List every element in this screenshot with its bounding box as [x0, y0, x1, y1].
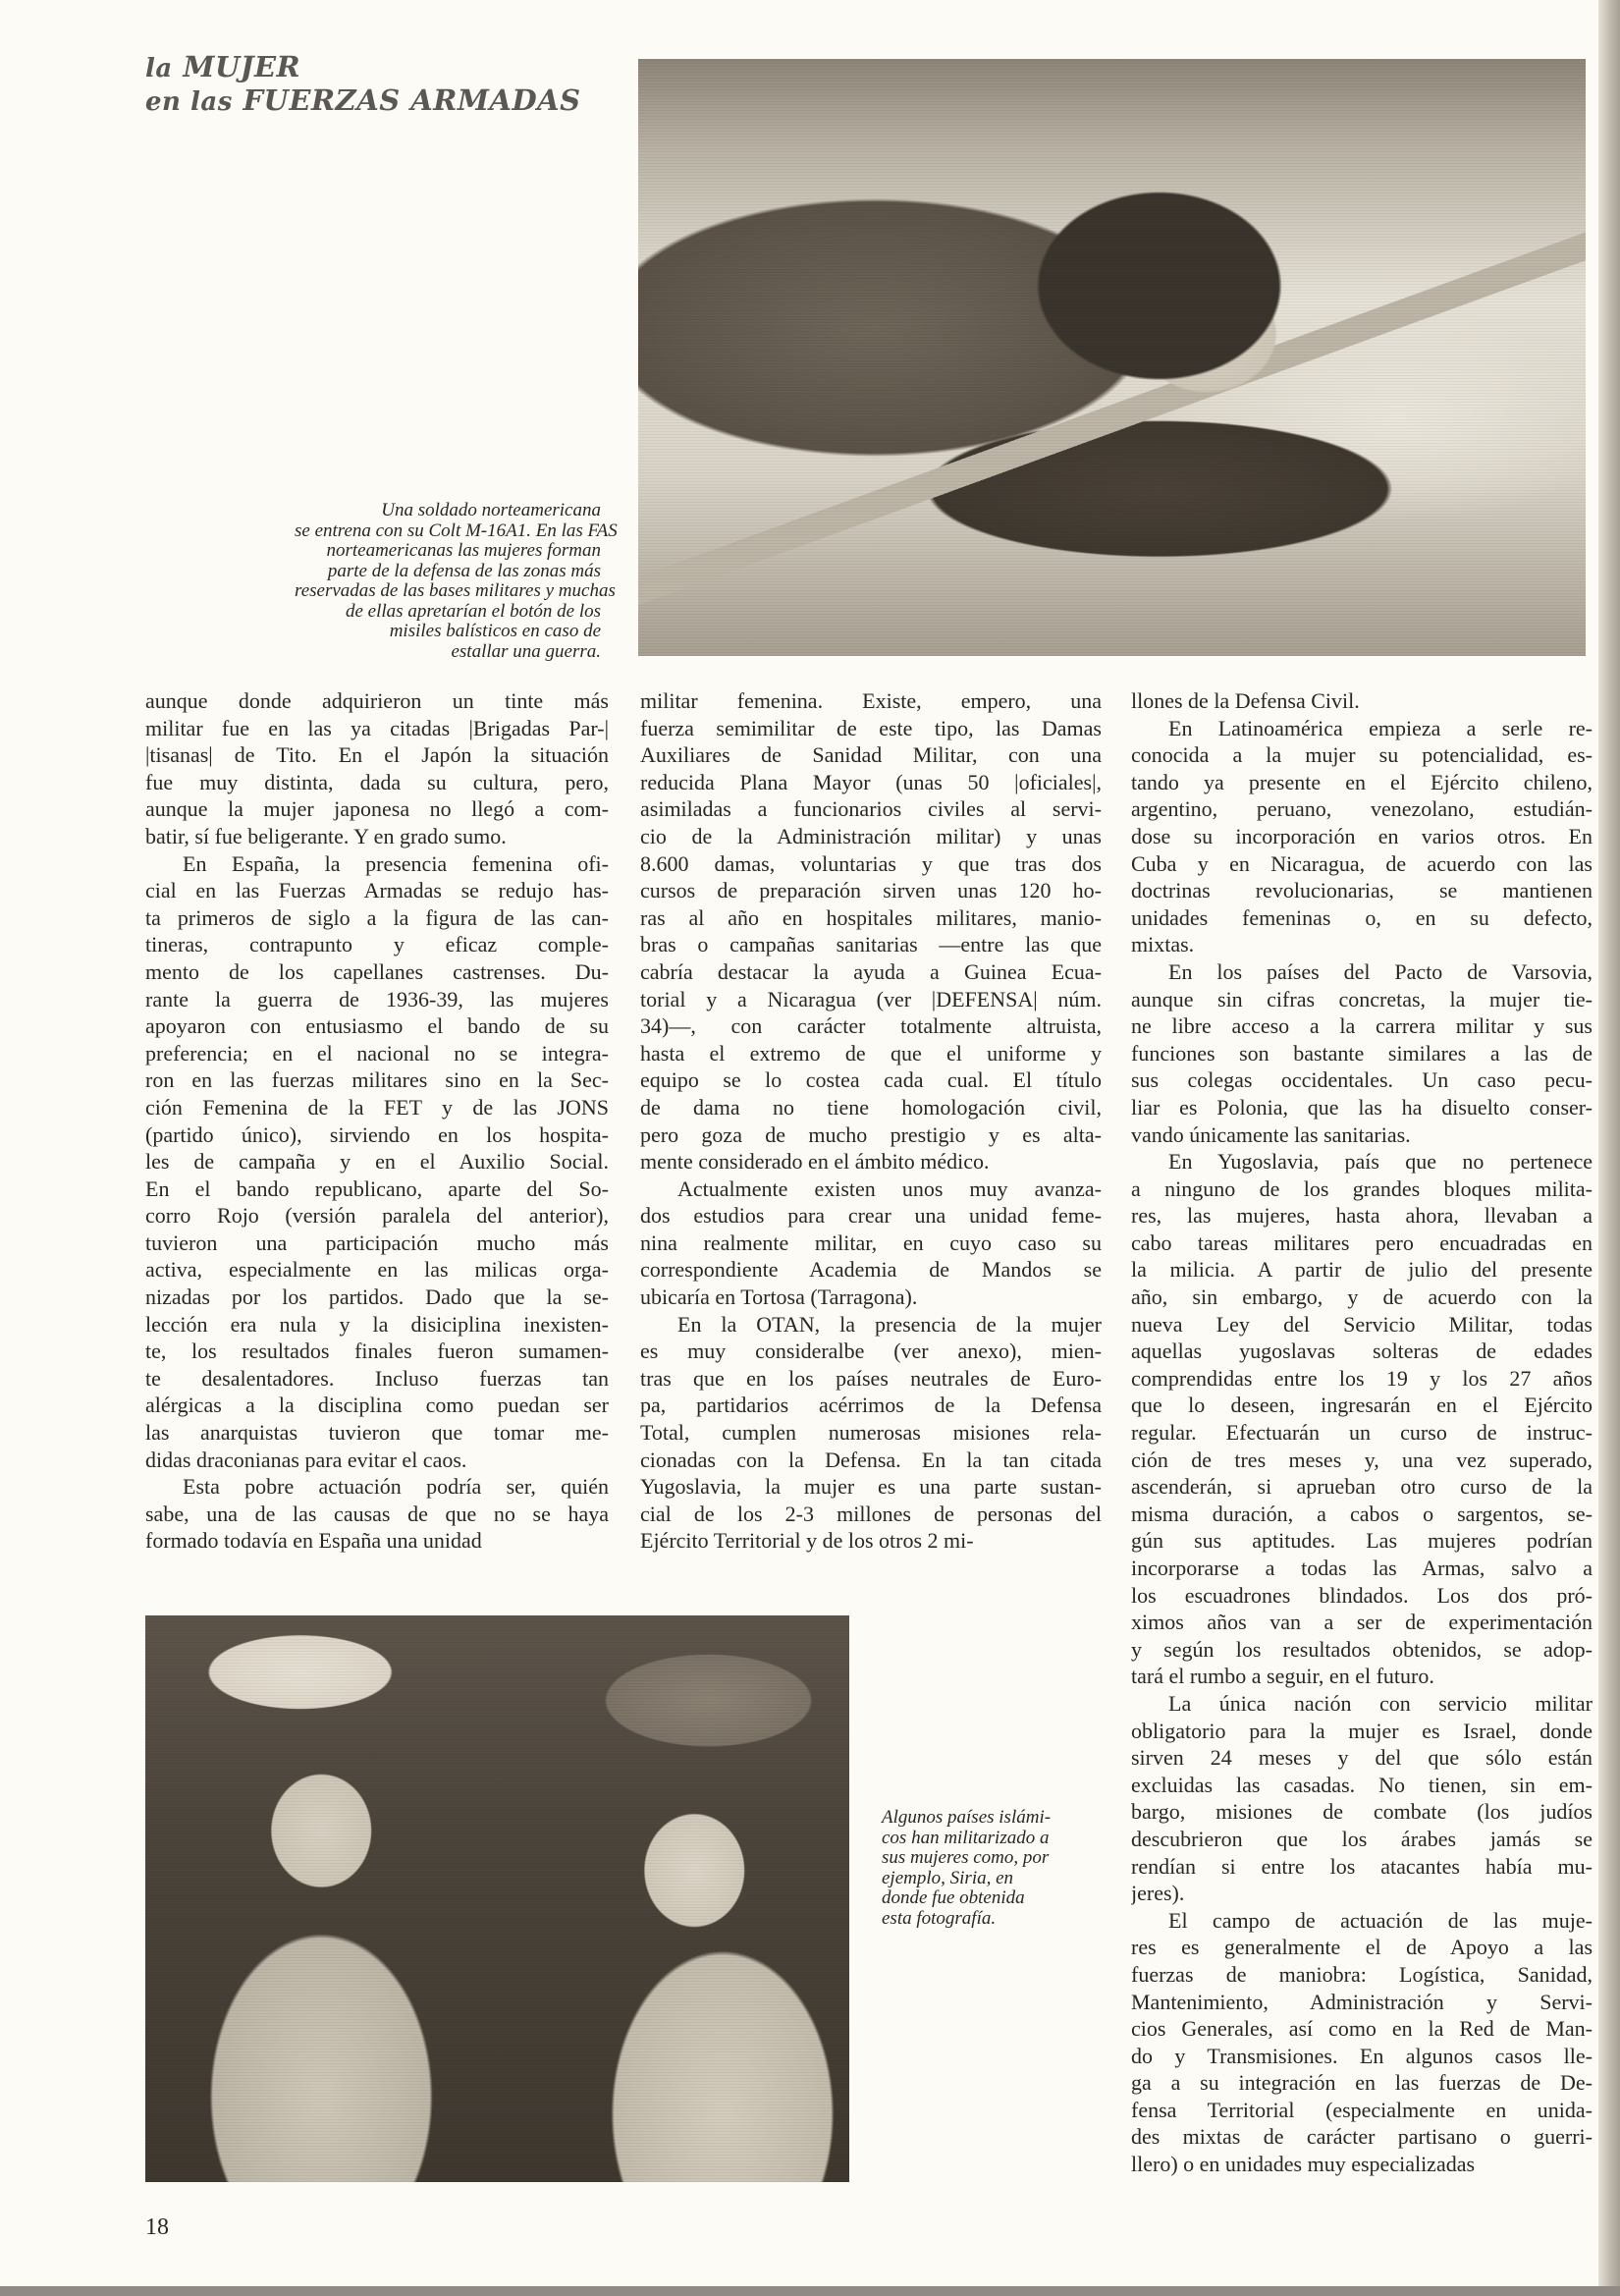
- text-line: batir, sí fue beligerante. Y en grado sumo.: [145, 823, 507, 848]
- text-line: las anarquistas tuvieron que tomar me-: [145, 1420, 609, 1446]
- text-line: En los países del Pacto de Varsovia,: [1168, 958, 1593, 984]
- text-line: didas draconianas para evitar el caos.: [145, 1447, 467, 1472]
- text-line: mente considerado en el ámbito médico.: [640, 1149, 990, 1175]
- text-line: activa, especialmente en las milicas orga-: [145, 1257, 609, 1283]
- text-line: dose su incorporación en varios otros. En: [1131, 823, 1593, 848]
- text-line: excluidas las casadas. No tienen, sin em-: [1131, 1772, 1593, 1797]
- text-line: La única nación con servicio militar: [1168, 1690, 1593, 1716]
- paragraph: [640, 1175, 1102, 1311]
- text-line: ción Femenina de la FET y de las JONS: [145, 1094, 609, 1120]
- text-line: gún sus aptitudes. Las mujeres podrían: [1131, 1528, 1593, 1554]
- photo-soldier-rifle: [638, 59, 1586, 656]
- text-line: jeres).: [1131, 1881, 1185, 1906]
- text-line: (partido único), sirviendo en los hospita-: [145, 1121, 609, 1147]
- scan-bottom-edge: [0, 2286, 1620, 2296]
- text-line: cial en las Fuerzas Armadas se redujo has-: [145, 878, 609, 903]
- caption-line: esta fotografía.: [882, 1907, 997, 1929]
- text-line: ximos años van a ser de experimentación: [1131, 1610, 1593, 1635]
- headline-small-1: la: [145, 54, 173, 83]
- caption-line: norteamericanas las mujeres forman: [326, 540, 601, 561]
- text-line: cabo tareas militares pero encuadradas en: [1131, 1230, 1593, 1255]
- text-line: tando ya presente en el Ejército chileno,: [1131, 769, 1593, 794]
- paragraph: [1131, 687, 1593, 715]
- text-line: pero goza de mucho prestigio y es alta-: [640, 1121, 1102, 1147]
- text-line: reducida Plana Mayor (unas 50 |oficiales|,: [640, 769, 1102, 794]
- text-line: En España, la presencia femenina ofi-: [183, 850, 609, 876]
- paragraph: [1131, 1690, 1593, 1907]
- text-line: cabría destacar la ayuda a Guinea Ecua-: [640, 958, 1102, 984]
- text-line: aunque donde adquirieron un tinte más: [145, 688, 609, 713]
- text-line: aunque sin cifras concretas, la mujer tie-: [1131, 986, 1593, 1011]
- text-line: cio de la Administración militar) y unas: [640, 823, 1102, 848]
- caption-line: de ellas apretarían el botón de los: [346, 600, 601, 622]
- text-line: Esta pobre actuación podría ser, quién: [183, 1474, 609, 1500]
- text-line: tará el rumbo a seguir, en el futuro.: [1131, 1664, 1434, 1689]
- paragraph: [640, 687, 1102, 1175]
- text-line: comprendidas entre los 19 y los 27 años: [1131, 1365, 1593, 1391]
- text-line: |tisanas| de Tito. En el Japón la situación: [145, 742, 609, 768]
- text-line: conocida a la mujer su potencialidad, es-: [1131, 742, 1593, 768]
- text-line: cionadas con la Defensa. En la tan citada: [640, 1447, 1102, 1472]
- text-line: dos estudios para crear una unidad feme-: [640, 1203, 1102, 1229]
- text-line: correspondiente Academia de Mandos se: [640, 1257, 1102, 1283]
- text-line: ga a su integración en las fuerzas de De-: [1131, 2070, 1593, 2096]
- paragraph: [1131, 715, 1593, 958]
- text-line: militar fue en las ya citadas |Brigadas Par-|: [145, 715, 609, 740]
- caption-line: donde fue obtenida: [882, 1887, 1025, 1908]
- text-line: y según los resultados obtenidos, se adop-: [1131, 1636, 1593, 1662]
- paragraph: [1131, 958, 1593, 1148]
- text-line: incorporarse a todas las Armas, salvo a: [1131, 1556, 1593, 1580]
- text-line: nina realmente militar, en cuyo caso su: [640, 1230, 1102, 1255]
- text-line: En Latinoamérica empieza a serle re-: [1168, 715, 1593, 740]
- text-line: argentino, peruano, venezolano, estudián-: [1131, 796, 1593, 822]
- text-line: ron en las fuerzas militares sino en la Sec-: [145, 1067, 609, 1093]
- page-edge-shadow: [1598, 0, 1620, 2296]
- text-line: cursos de preparación sirven unas 120 ho-: [640, 878, 1102, 903]
- headline-big-1: MUJER: [183, 50, 301, 83]
- text-line: fuerza semimilitar de este tipo, las Damas: [640, 715, 1102, 740]
- text-line: tuvieron una participación mucho más: [145, 1230, 609, 1255]
- text-line: pa, partidarios acérrimos de la Defensa: [640, 1393, 1102, 1418]
- text-line: mixtas.: [1131, 932, 1195, 957]
- caption-line: reservadas de las bases militares y muchas: [295, 580, 616, 601]
- text-line: asimiladas a funcionarios civiles al servi-: [640, 796, 1102, 822]
- caption-line: estallar una guerra.: [451, 640, 601, 662]
- text-line: Mantenimiento, Administración y Servi-: [1131, 1989, 1593, 2014]
- text-line: ubicaría en Tortosa (Tarragona).: [640, 1285, 918, 1310]
- paragraph: [145, 687, 609, 850]
- text-line: res es generalmente el de Apoyo a las: [1131, 1935, 1593, 1960]
- caption-line: Una soldado norteamericana: [381, 500, 601, 520]
- paragraph: [1131, 1148, 1593, 1690]
- caption-line: parte de la defensa de las zonas más: [327, 560, 601, 581]
- text-line: ta primeros de siglo a la figura de las can-: [145, 904, 609, 930]
- paragraph: [145, 1473, 609, 1555]
- text-line: nizadas por los partidos. Dado que la se-: [145, 1285, 609, 1310]
- text-line: cios Generales, así como en la Red de Man-: [1131, 2016, 1593, 2042]
- text-line: llones de la Defensa Civil.: [1131, 688, 1360, 713]
- text-line: nueva Ley del Servicio Militar, todas: [1131, 1311, 1593, 1337]
- text-line: preferencia; en el nacional no se integra-: [145, 1040, 609, 1066]
- text-line: Actualmente existen unos muy avanza-: [677, 1175, 1102, 1201]
- text-line: funciones son bastante similares a las de: [1131, 1040, 1593, 1066]
- text-line: aunque la mujer japonesa no llegó a com-: [145, 796, 609, 822]
- text-line: alérgicas a la disciplina como puedan ser: [145, 1393, 609, 1418]
- text-line: 8.600 damas, voluntarias y que tras dos: [640, 850, 1102, 876]
- text-line: torial y a Nicaragua (ver |DEFENSA| núm.: [640, 986, 1102, 1011]
- text-line: doctrinas revolucionarias, se mantienen: [1131, 878, 1593, 903]
- text-line: sus colegas occidentales. Un caso pecu-: [1131, 1067, 1593, 1093]
- caption-line: cos han militarizado a: [882, 1827, 1050, 1848]
- text-line: tineras, contrapunto y eficaz comple-: [145, 932, 609, 957]
- text-line: cial de los 2-3 millones de personas del: [640, 1501, 1102, 1526]
- text-line: fensa Territorial (especialmente en unida-: [1131, 2097, 1593, 2122]
- caption-line: misiles balísticos en caso de: [389, 621, 601, 641]
- text-line: misma duración, a cabos o sargentos, se-: [1131, 1501, 1593, 1526]
- text-line: fuerzas de maniobra: Logística, Sanidad,: [1131, 1961, 1593, 1987]
- text-line: liar es Polonia, que las ha disuelto conser-: [1131, 1094, 1593, 1120]
- text-line: Yugoslavia, la mujer es una parte sustan-: [640, 1474, 1102, 1500]
- headline-line-2: [145, 84, 617, 118]
- text-line: a ninguno de los grandes bloques milita-: [1131, 1175, 1593, 1201]
- text-line: do y Transmisiones. En algunos casos lle-: [1131, 2043, 1593, 2068]
- text-line: Cuba y en Nicaragua, de acuerdo con las: [1131, 850, 1593, 876]
- text-line: llero) o en unidades muy especializadas: [1131, 2152, 1476, 2177]
- headline-line-1: [145, 51, 617, 84]
- text-line: ción de tres meses y, una vez superado,: [1131, 1447, 1593, 1472]
- text-line: les de campaña y en el Auxilio Social.: [145, 1149, 609, 1175]
- text-line: regular. Efectuarán un curso de instruc-: [1131, 1420, 1593, 1446]
- text-line: ras al año en hospitales militares, manio-: [640, 904, 1102, 930]
- text-column-2: [640, 687, 1102, 1555]
- text-line: En la OTAN, la presencia de la mujer: [677, 1311, 1102, 1337]
- text-line: equipo se lo costea cada cual. El título: [640, 1067, 1102, 1093]
- text-line: que lo deseen, ingresarán en el Ejército: [1131, 1393, 1593, 1418]
- text-line: ascenderán, si aprueban otro curso de la: [1131, 1474, 1593, 1500]
- text-line: apoyaron con entusiasmo el bando de su: [145, 1013, 609, 1039]
- page-number: 18: [145, 2214, 169, 2240]
- caption-line: Algunos países islámi-: [882, 1807, 1052, 1828]
- text-line: ne libre acceso a la carrera militar y sus: [1131, 1013, 1593, 1039]
- text-column-3: [1131, 687, 1593, 2178]
- text-line: de dama no tiene homologación civil,: [640, 1094, 1102, 1120]
- text-line: sabe, una de las causas de que no se haya: [145, 1501, 609, 1526]
- text-line: obligatorio para la mujer es Israel, donde: [1131, 1718, 1593, 1743]
- text-line: descubrieron que los árabes jamás se: [1131, 1826, 1593, 1851]
- text-line: año, sin embargo, y de acuerdo con la: [1131, 1285, 1593, 1310]
- text-line: des mixtas de carácter partisano o guerri-: [1131, 2124, 1593, 2150]
- text-line: la milicia. A partir de julio del presente: [1131, 1257, 1593, 1283]
- text-line: En el bando republicano, aparte del So-: [145, 1175, 609, 1201]
- caption-line: ejemplo, Siria, en: [882, 1867, 1014, 1888]
- text-line: militar femenina. Existe, empero, una: [640, 688, 1102, 713]
- photo-two-women-soldiers: [145, 1615, 849, 2182]
- text-line: bargo, misiones de combate (los judíos: [1131, 1799, 1593, 1825]
- text-column-1: [145, 687, 609, 1555]
- text-line: te desalentadores. Incluso fuerzas tan: [145, 1365, 609, 1391]
- headline-big-2: FUERZAS ARMADAS: [243, 83, 581, 117]
- text-line: mento de los capellanes castrenses. Du-: [145, 958, 609, 984]
- text-line: bras o campañas sanitarias —entre las que: [640, 932, 1102, 957]
- text-line: fue muy distinta, dada su cultura, pero,: [145, 769, 609, 794]
- text-line: te, los resultados finales fueron sumamen-: [145, 1339, 609, 1364]
- text-line: En Yugoslavia, país que no pertenece: [1168, 1149, 1593, 1175]
- text-line: vando únicamente las sanitarias.: [1131, 1121, 1411, 1147]
- paragraph: [640, 1311, 1102, 1555]
- caption-bottom-photo: [882, 1808, 1096, 1929]
- text-line: es muy consideralbe (ver anexo), mien-: [640, 1339, 1102, 1364]
- caption-line: sus mujeres como, por: [882, 1847, 1050, 1868]
- text-line: sirven 24 meses y del que sólo están: [1131, 1745, 1593, 1771]
- paragraph: [145, 850, 609, 1474]
- text-line: hasta el extremo de que el uniforme y: [640, 1040, 1102, 1066]
- article-headline: [145, 51, 617, 118]
- text-line: tras que en los países neutrales de Euro-: [640, 1365, 1102, 1391]
- text-line: El campo de actuación de las muje-: [1168, 1907, 1593, 1933]
- caption-line: se entrena con su Colt M-16A1. En las FAS: [295, 519, 618, 541]
- text-line: rendían si entre los atacantes había mu-: [1131, 1853, 1593, 1879]
- headline-small-2: en las: [145, 87, 233, 117]
- text-line: Auxiliares de Sanidad Militar, con una: [640, 742, 1102, 768]
- text-line: corro Rojo (versión paralela del anterior),: [145, 1203, 609, 1229]
- text-line: rante la guerra de 1936-39, las mujeres: [145, 986, 609, 1011]
- text-line: lección era nula y la disiciplina inexisten-: [145, 1311, 609, 1337]
- caption-top-photo: [295, 500, 618, 662]
- text-line: res, las mujeres, hasta ahora, llevaban a: [1131, 1203, 1593, 1229]
- text-line: aquellas yugoslavas solteras de edades: [1131, 1339, 1593, 1364]
- text-line: Ejército Territorial y de los otros 2 mi-: [640, 1528, 974, 1554]
- text-line: los escuadrones blindados. Los dos pró-: [1131, 1582, 1593, 1608]
- paragraph: [1131, 1907, 1593, 2178]
- text-line: unidades femeninas o, en su defecto,: [1131, 904, 1593, 930]
- text-line: formado todavía en España una unidad: [145, 1528, 482, 1554]
- text-line: 34)—, con carácter totalmente altruista,: [640, 1013, 1102, 1039]
- text-line: Total, cumplen numerosas misiones rela-: [640, 1420, 1102, 1446]
